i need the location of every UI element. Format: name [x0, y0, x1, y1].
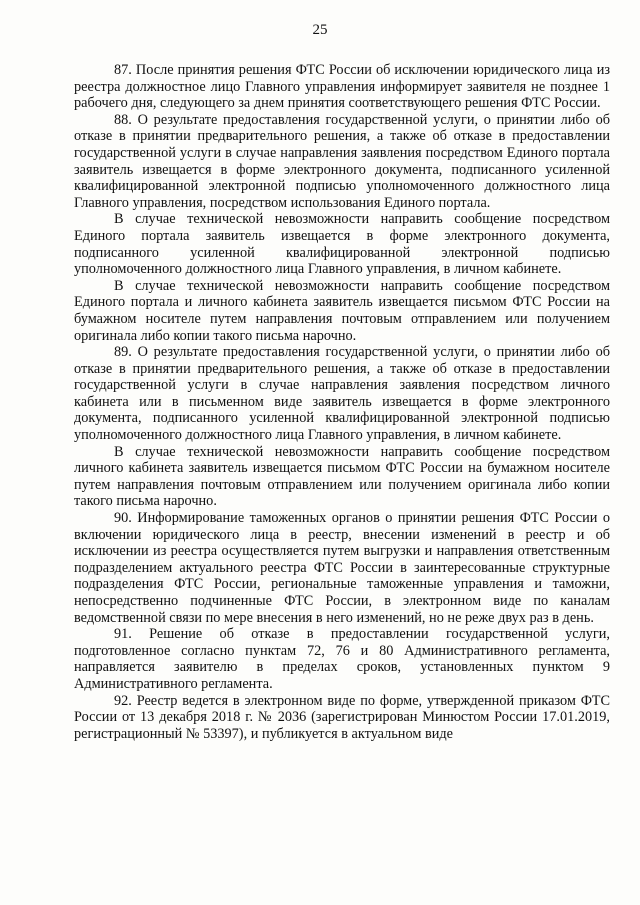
paragraph-92: 92. Реестр ведется в электронном виде по форме, утвержденной приказом ФТС России от 13 декабря 2018 г. № 2036 (зарегистрирован Минюстом России 17.01.2019, регистрационный № 53397), и публикуется в актуальном виде [74, 692, 610, 742]
paragraph-91: 91. Решение об отказе в предоставлении государственной услуги, подготовленное согласно пунктам 72, 76 и 80 Административного регламента, направляется заявителю в пределах сроков, установленных пунктом 9 Административного регламента. [74, 626, 610, 692]
paragraph-87: 87. После принятия решения ФТС России об исключении юридического лица из реестра должностное лицо Главного управления информирует заявителя не позднее 1 рабочего дня, следующего за днем принятия соответствующего решения ФТС России. [74, 62, 610, 112]
paragraph-88-portal-fallback: В случае технической невозможности направить сообщение посредством Единого портала заявитель извещается в форме электронного документа, подписанного усиленной квалифицированной электронной подписью уполномоченного должностного лица Главного управления, в личном кабинете. [74, 211, 610, 278]
page-number: 25 [312, 22, 328, 38]
document-body [74, 62, 610, 742]
paragraph-89-paper-fallback: В случае технической невозможности направить сообщение посредством личного кабинета заявитель извещается письмом ФТС России на бумажном носителе путем направления почтовым отправлением или получением оригинала либо копии такого письма нарочно. [74, 443, 610, 510]
paragraph-88: 88. О результате предоставления государственной услуги, о принятии либо об отказе в принятии предварительного решения, а также об отказе в предоставлении государственной услуги в случае направления заявления посредством Единого портала заявитель извещается в форме электронного документа, подписанного усиленной квалифицированной электронной подписью уполномоченного должностного лица Главного управления, посредством использования Единого портала. [74, 111, 610, 211]
paragraph-90: 90. Информирование таможенных органов о принятии решения ФТС России о включении юридического лица в реестр, внесении изменений в реестр и об исключении из реестра осуществляется путем выгрузки и направления ответственным подразделением актуального реестра ФТС России в заинтересованные структурные подразделения ФТС России, региональные таможенные управления и таможни, непосредственно подчиненные ФТС России, в электронном виде по каналам ведомственной связи по мере внесения в него изменений, но не реже двух раз в день. [74, 510, 610, 626]
paragraph-88-paper-fallback: В случае технической невозможности направить сообщение посредством Единого портала и личного кабинета заявитель извещается письмом ФТС России на бумажном носителе путем направления почтовым отправлением или получением оригинала либо копии такого письма нарочно. [74, 277, 610, 344]
paragraph-89: 89. О результате предоставления государственной услуги, о принятии либо об отказе в принятии предварительного решения, а также об отказе в предоставлении государственной услуги в случае направления заявления посредством личного кабинета или в письменном виде заявитель извещается в форме электронного документа, подписанного усиленной квалифицированной электронной подписью уполномоченного должностного лица Главного управления, в личном кабинете. [74, 344, 610, 444]
